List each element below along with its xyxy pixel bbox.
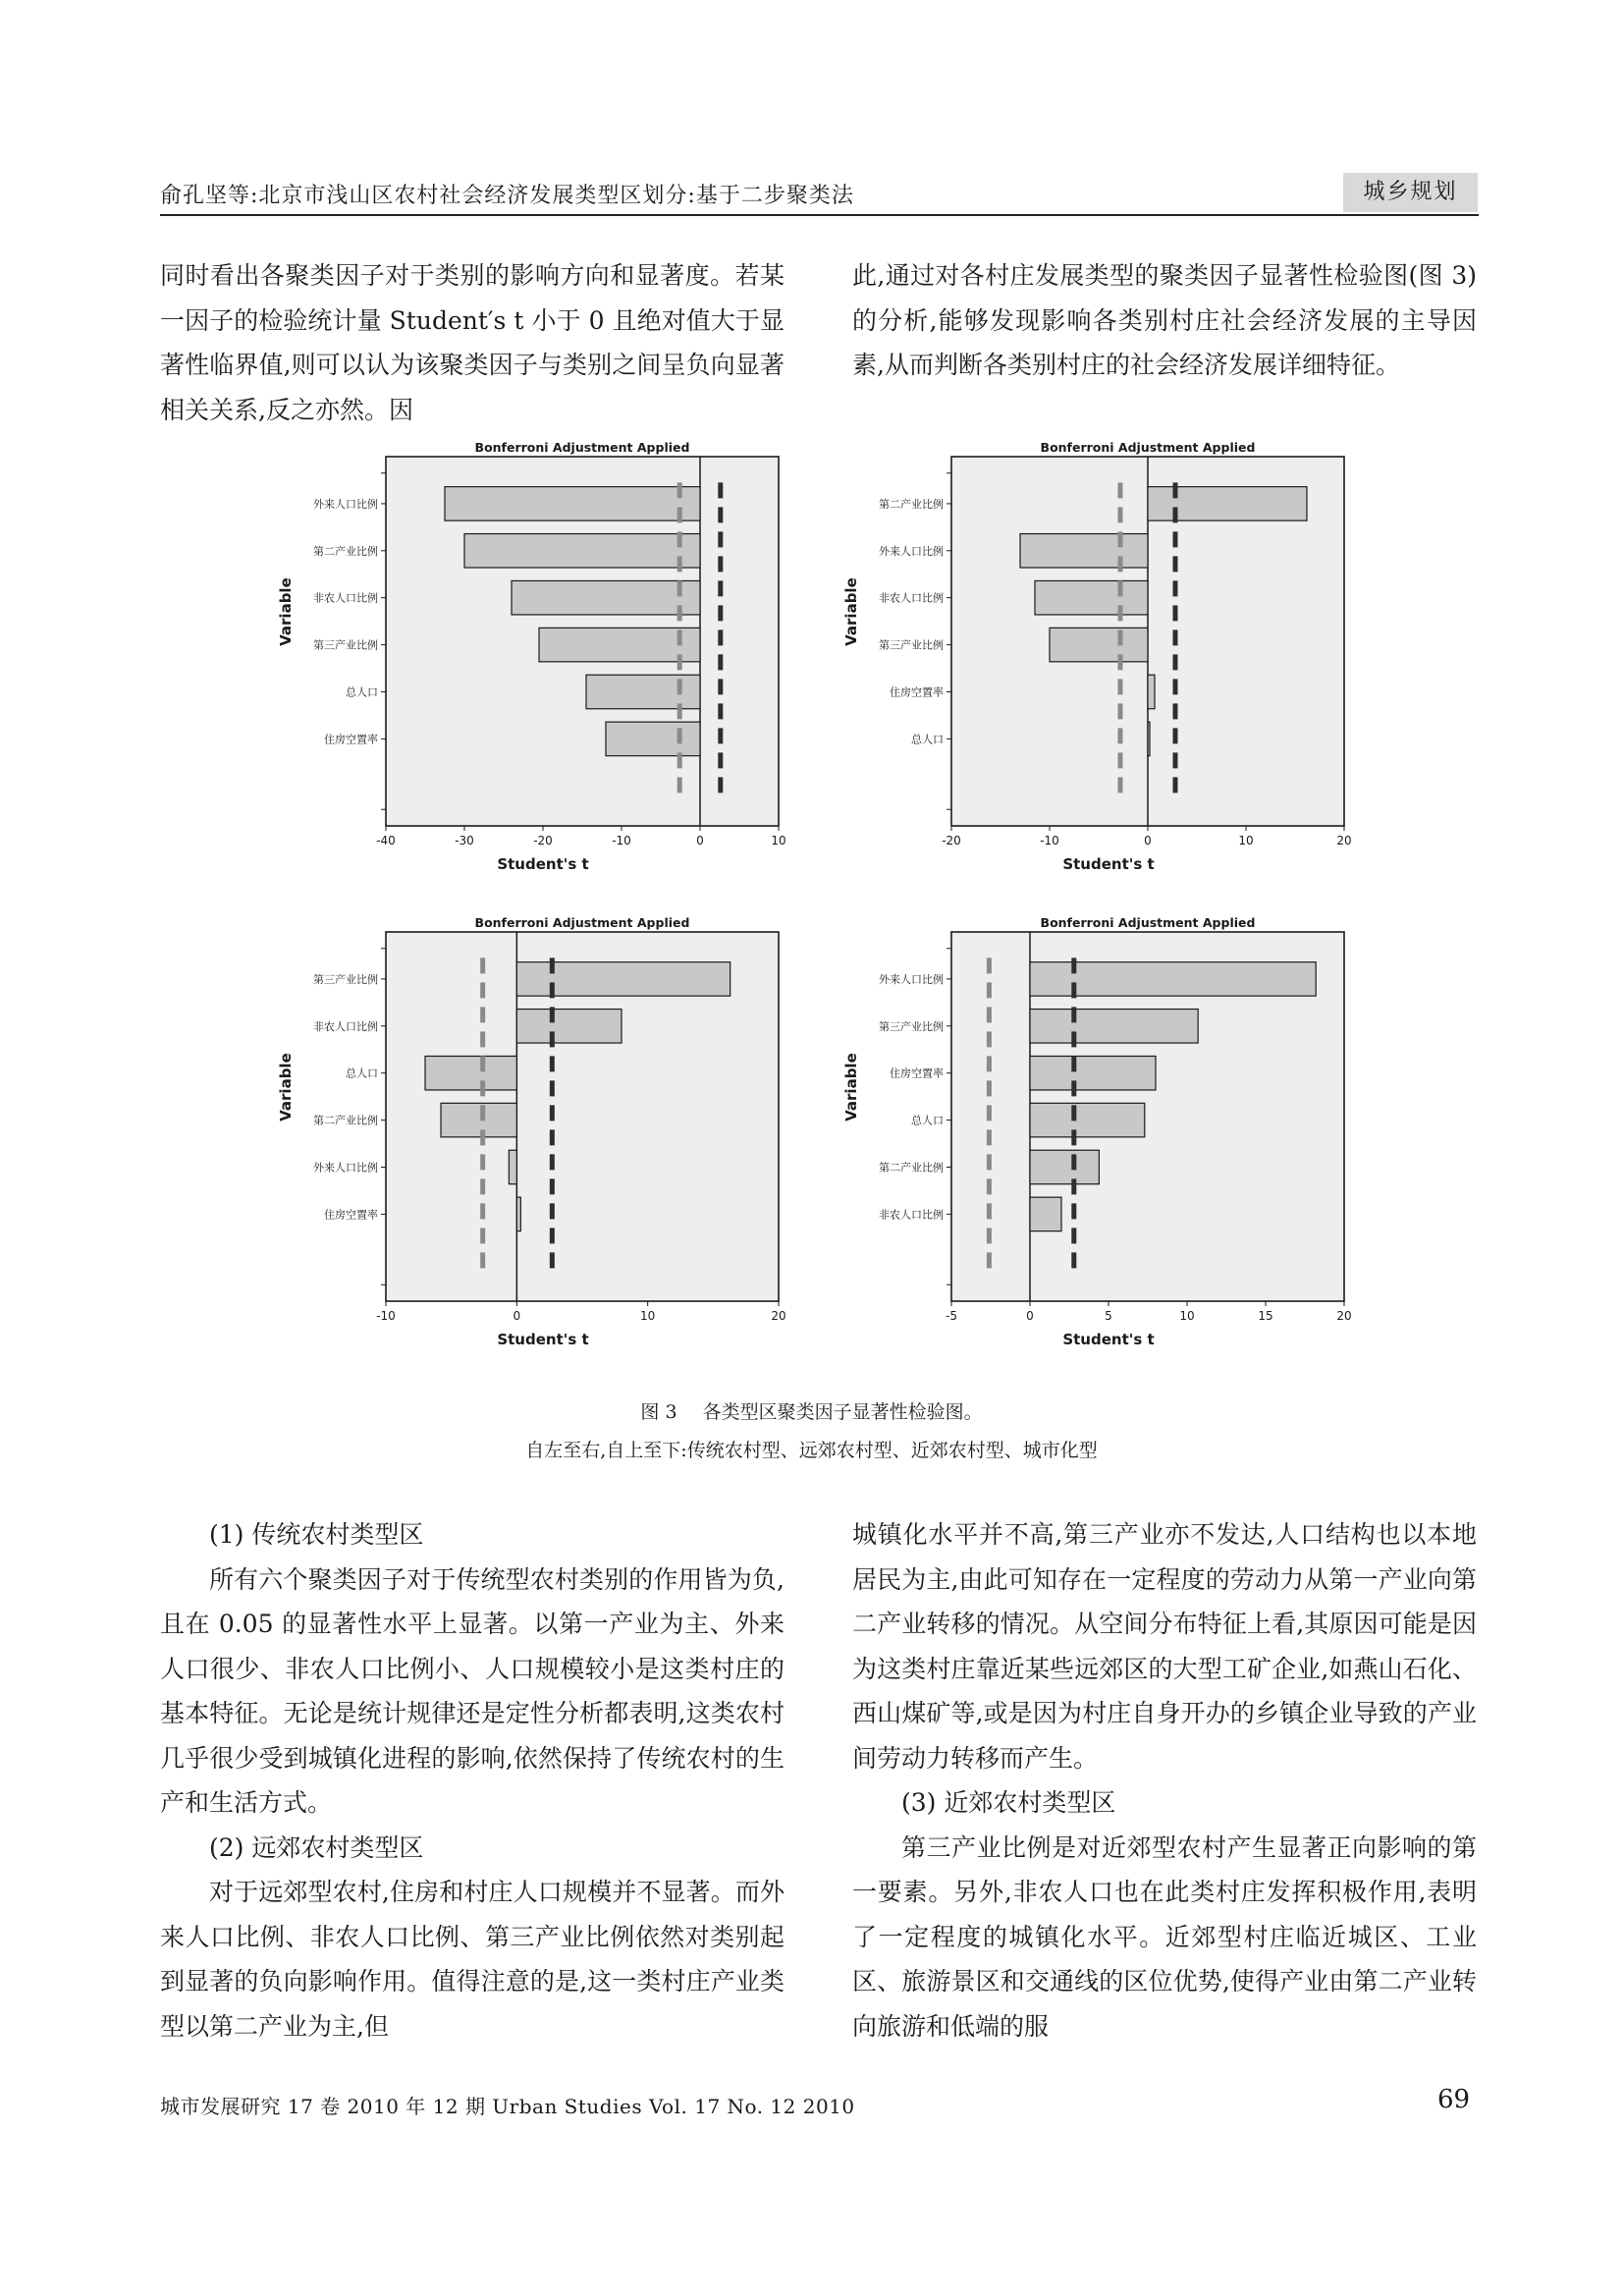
y-tick-label: 第二产业比例 (879, 497, 944, 511)
bar (1148, 675, 1155, 708)
x-tick-label: 0 (1144, 834, 1152, 847)
chart-title: Bonferroni Adjustment Applied (474, 915, 690, 930)
x-tick-label: 20 (771, 1309, 786, 1323)
bar (539, 628, 700, 661)
body-right-p0: 城镇化水平并不高,第三产业亦不发达,人口结构也以本地居民为主,由此可知存在一定程度的劳动力从第一产业向第二产业转移的情况。从空间分布特征上看,其原因可能是因为这类村庄靠近某些远郊区的大型工矿企业,如燕山石化、西山煤矿等,或是因为村庄自身开办的乡镇企业导致的产业间劳动力转移而产生。 (852, 1520, 1477, 1773)
running-header-title: 俞孔坚等:北京市浅山区农村社会经济发展类型区划分:基于二步聚类法 (160, 184, 854, 208)
figure3-chart-suburban (251, 911, 801, 1377)
page-number: 69 (1437, 2085, 1471, 2114)
bar (445, 487, 700, 520)
bar (516, 1010, 622, 1043)
chart-title: Bonferroni Adjustment Applied (474, 440, 690, 455)
body-left-p0: (1) 传统农村类型区 (209, 1520, 424, 1549)
body-left-p2: (2) 远郊农村类型区 (209, 1832, 424, 1862)
section-badge: 城乡规划 (1343, 173, 1478, 212)
x-tick-label: -10 (612, 834, 631, 847)
x-tick-label: -10 (376, 1309, 396, 1323)
bar (1030, 1010, 1198, 1043)
figure-subtitle: 自左至右,自上至下:传统农村型、远郊农村型、近郊农村型、城市化型 (525, 1440, 1098, 1461)
y-tick-label: 外来人口比例 (313, 497, 378, 511)
intro-left-text: 同时看出各聚类因子对于类别的影响方向和显著度。若某一因子的检验统计量 Student′s t 小于 0 且绝对值大于显著性临界值,则可以认为该聚类因子与类别之间呈负向显著相关关系,反之亦然。因 (160, 261, 784, 424)
y-axis-label: Variable (277, 577, 295, 646)
y-tick-label: 总人口 (346, 685, 378, 699)
bar (441, 1103, 516, 1136)
intro-right-text: 此,通过对各村庄发展类型的聚类因子显著性检验图(图 3)的分析,能够发现影响各类别村庄社会经济发展的主导因素,从而判断各类别村庄的社会经济发展详细特征。 (852, 261, 1477, 379)
bar (516, 962, 730, 996)
figure3-chart-remote (817, 436, 1367, 902)
x-tick-label: -40 (376, 834, 396, 847)
y-tick-label: 住房空置率 (890, 685, 944, 699)
y-tick-label: 第三产业比例 (313, 972, 378, 986)
chart-title: Bonferroni Adjustment Applied (1040, 915, 1256, 930)
y-tick-label: 外来人口比例 (879, 544, 944, 558)
body-right-column (852, 1512, 1477, 2049)
y-tick-label: 外来人口比例 (879, 972, 944, 986)
y-axis-label: Variable (842, 1053, 860, 1121)
figure3-chart-traditional (251, 436, 801, 902)
y-tick-label: 非农人口比例 (879, 591, 944, 605)
x-axis-label: Student's t (1062, 1331, 1155, 1348)
bar (509, 1150, 516, 1183)
bar (516, 1197, 520, 1230)
chart-svg-3 (817, 911, 1367, 1373)
bar (1030, 1056, 1156, 1089)
y-axis-label: Variable (277, 1053, 295, 1121)
x-axis-label: Student's t (497, 855, 589, 873)
y-tick-label: 非农人口比例 (313, 1019, 378, 1033)
bar (1050, 628, 1148, 661)
y-tick-label: 第三产业比例 (879, 1019, 944, 1033)
bar (464, 534, 700, 568)
bar (1030, 1150, 1099, 1183)
y-tick-label: 第二产业比例 (879, 1161, 944, 1175)
chart-svg-1 (817, 436, 1367, 898)
y-tick-label: 第二产业比例 (313, 1114, 378, 1127)
y-tick-label: 第二产业比例 (313, 544, 378, 558)
x-tick-label: 5 (1105, 1309, 1112, 1323)
y-tick-label: 第三产业比例 (313, 638, 378, 652)
x-tick-label: 10 (640, 1309, 656, 1323)
y-tick-label: 总人口 (346, 1066, 378, 1080)
x-tick-label: 0 (696, 834, 704, 847)
chart-title: Bonferroni Adjustment Applied (1040, 440, 1256, 455)
body-right-p2: 第三产业比例是对近郊型农村产生显著正向影响的第一要素。另外,非农人口也在此类村庄发挥积极作用,表明了一定程度的城镇化水平。近郊型村庄临近城区、工业区、旅游景区和交通线的区位优势,使得产业由第二产业转向旅游和低端的服 (852, 1832, 1477, 2041)
y-tick-label: 总人口 (911, 733, 944, 746)
figure-title: 各类型区聚类因子显著性检验图。 (702, 1401, 983, 1423)
x-tick-label: -10 (1040, 834, 1059, 847)
x-tick-label: -20 (533, 834, 553, 847)
bar (586, 675, 700, 708)
bar (1148, 722, 1150, 755)
x-tick-label: 10 (771, 834, 786, 847)
chart-svg-2 (251, 911, 801, 1373)
intro-left-column (160, 253, 784, 432)
x-axis-label: Student's t (497, 1331, 589, 1348)
x-tick-label: 15 (1258, 1309, 1273, 1323)
bar (512, 580, 700, 614)
x-tick-label: -20 (942, 834, 961, 847)
body-right-p1: (3) 近郊农村类型区 (901, 1788, 1116, 1817)
y-tick-label: 非农人口比例 (313, 591, 378, 605)
body-left-column (160, 1512, 784, 2049)
y-tick-label: 住房空置率 (890, 1066, 944, 1080)
figure-number: 图 3 (640, 1401, 677, 1423)
y-axis-label: Variable (842, 577, 860, 646)
chart-svg-0 (251, 436, 801, 898)
figure-caption (0, 1397, 1623, 1424)
bar (1030, 1197, 1061, 1230)
y-tick-label: 住房空置率 (324, 733, 378, 746)
bar (425, 1056, 516, 1089)
body-left-p3: 对于远郊型农村,住房和村庄人口规模并不显著。而外来人口比例、非农人口比例、第三产业比例依然对类别起到显著的负向影响作用。值得注意的是,这一类村庄产业类型以第二产业为主,但 (160, 1878, 784, 2041)
body-left-p1: 所有六个聚类因子对于传统型农村类别的作用皆为负,且在 0.05 的显著性水平上显著。以第一产业为主、外来人口很少、非农人口比例小、人口规模较小是这类村庄的基本特征。无论是统计规律还是定性分析都表明,这类农村几乎很少受到城镇化进程的影响,依然保持了传统农村的生产和生活方式。 (160, 1564, 784, 1817)
journal-footer: 城市发展研究 17 卷 2010 年 12 期 Urban Studies Vol. 17 No. 12 2010 (160, 2095, 855, 2118)
x-tick-label: -30 (455, 834, 474, 847)
x-axis-label: Student's t (1062, 855, 1155, 873)
y-tick-label: 住房空置率 (324, 1208, 378, 1222)
bar (1148, 487, 1307, 520)
figure3-chart-urbanized (817, 911, 1367, 1377)
x-tick-label: 10 (1238, 834, 1254, 847)
bar (1020, 534, 1148, 568)
x-tick-label: 20 (1336, 834, 1352, 847)
bar (1030, 1103, 1145, 1136)
y-tick-label: 非农人口比例 (879, 1208, 944, 1222)
x-tick-label: 0 (1026, 1309, 1034, 1323)
header-rule (160, 214, 1479, 216)
y-tick-label: 外来人口比例 (313, 1161, 378, 1175)
y-tick-label: 第三产业比例 (879, 638, 944, 652)
bar (1035, 580, 1148, 614)
x-tick-label: -5 (946, 1309, 957, 1323)
intro-right-column (852, 253, 1477, 388)
x-tick-label: 20 (1336, 1309, 1352, 1323)
y-tick-label: 总人口 (911, 1114, 944, 1127)
x-tick-label: 0 (513, 1309, 521, 1323)
bar (606, 722, 700, 755)
x-tick-label: 10 (1179, 1309, 1195, 1323)
